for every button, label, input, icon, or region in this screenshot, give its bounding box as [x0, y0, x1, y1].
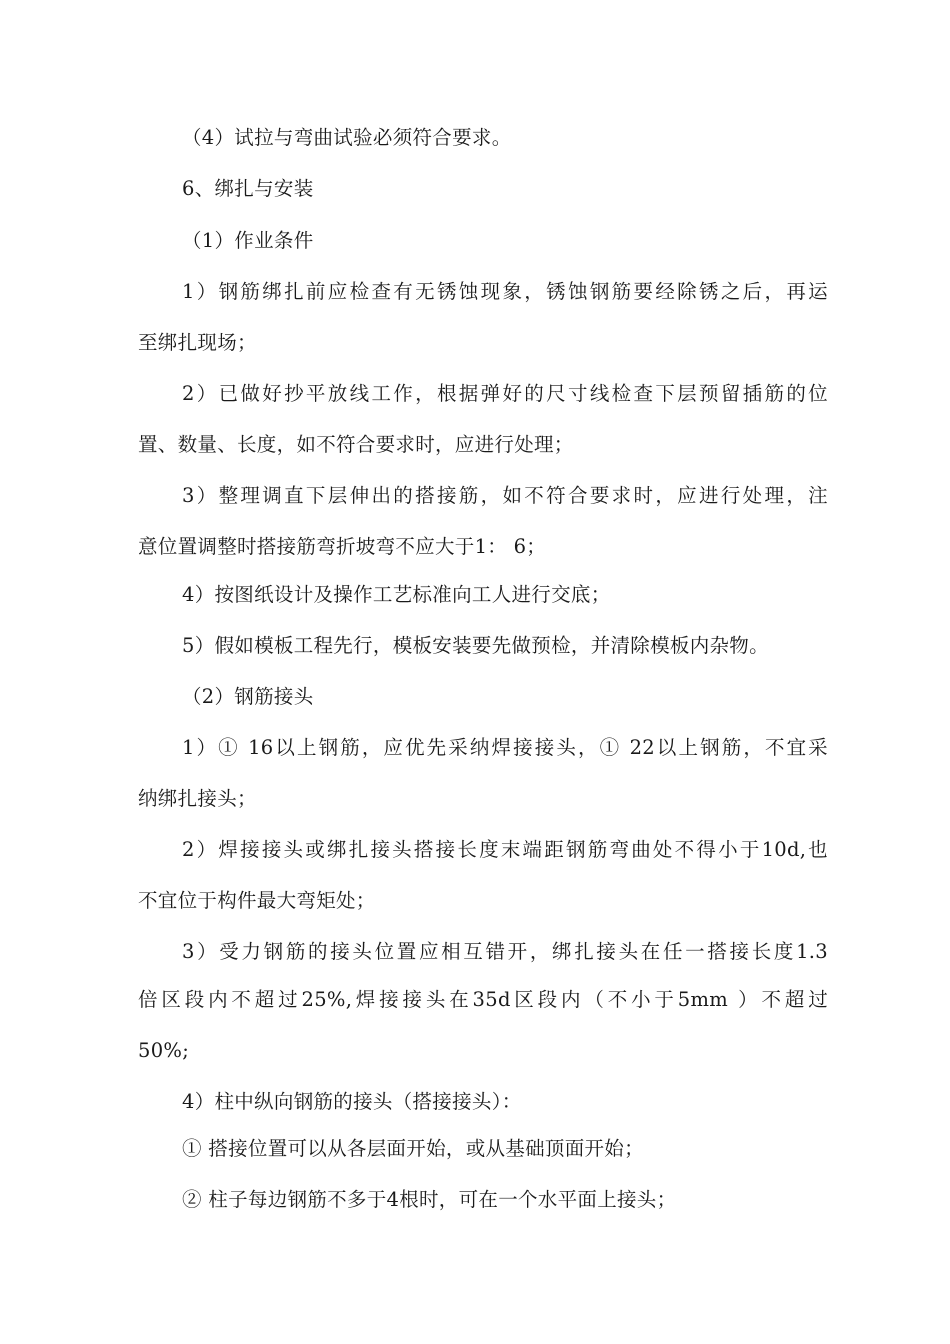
- paragraph-line: 2）已做好抄平放线工作，根据弹好的尺寸线检查下层预留插筋的位: [182, 382, 828, 405]
- list-item: ② 柱子每边钢筋不多于4根时，可在一个水平面上接头；: [182, 1188, 677, 1211]
- subsection-heading: （2）钢筋接头: [182, 685, 314, 708]
- paragraph-line: 4）柱中纵向钢筋的接头（搭接接头）：: [182, 1090, 522, 1113]
- paragraph-line: （4）试拉与弯曲试验必须符合要求。: [182, 126, 512, 149]
- section-heading: 6、绑扎与安装: [182, 177, 314, 200]
- paragraph-line: 不宜位于构件最大弯矩处；: [138, 889, 376, 912]
- paragraph-line: 纳绑扎接头；: [138, 787, 257, 810]
- paragraph-line: 意位置调整时搭接筋弯折坡弯不应大于1： 6；: [138, 535, 547, 558]
- paragraph-line: 倍区段内不超过25%,焊接接头在35d区段内（不小于5mm ）不超过: [138, 988, 828, 1011]
- paragraph-line: 3）受力钢筋的接头位置应相互错开，绑扎接头在任一搭接长度1.3: [182, 940, 828, 963]
- list-item: ① 搭接位置可以从各层面开始，或从基础顶面开始；: [182, 1137, 644, 1160]
- paragraph-line: 5）假如模板工程先行，模板安装要先做预检，并清除模板内杂物。: [182, 634, 769, 657]
- paragraph-line: 50%;: [138, 1039, 190, 1062]
- paragraph-line: 置、数量、长度，如不符合要求时，应进行处理；: [138, 433, 574, 456]
- paragraph-line: 3）整理调直下层伸出的搭接筋，如不符合要求时，应进行处理，注: [182, 484, 828, 507]
- paragraph-line: 1）① 16以上钢筋，应优先采纳焊接接头，① 22以上钢筋，不宜采: [182, 736, 828, 759]
- subsection-heading: （1）作业条件: [182, 229, 314, 252]
- paragraph-line: 至绑扎现场；: [138, 331, 257, 354]
- paragraph-line: 4）按图纸设计及操作工艺标准向工人进行交底；: [182, 583, 611, 606]
- paragraph-line: 2）焊接接头或绑扎接头搭接长度末端距钢筋弯曲处不得小于10d,也: [182, 838, 828, 861]
- paragraph-line: 1）钢筋绑扎前应检查有无锈蚀现象，锈蚀钢筋要经除锈之后，再运: [182, 280, 828, 303]
